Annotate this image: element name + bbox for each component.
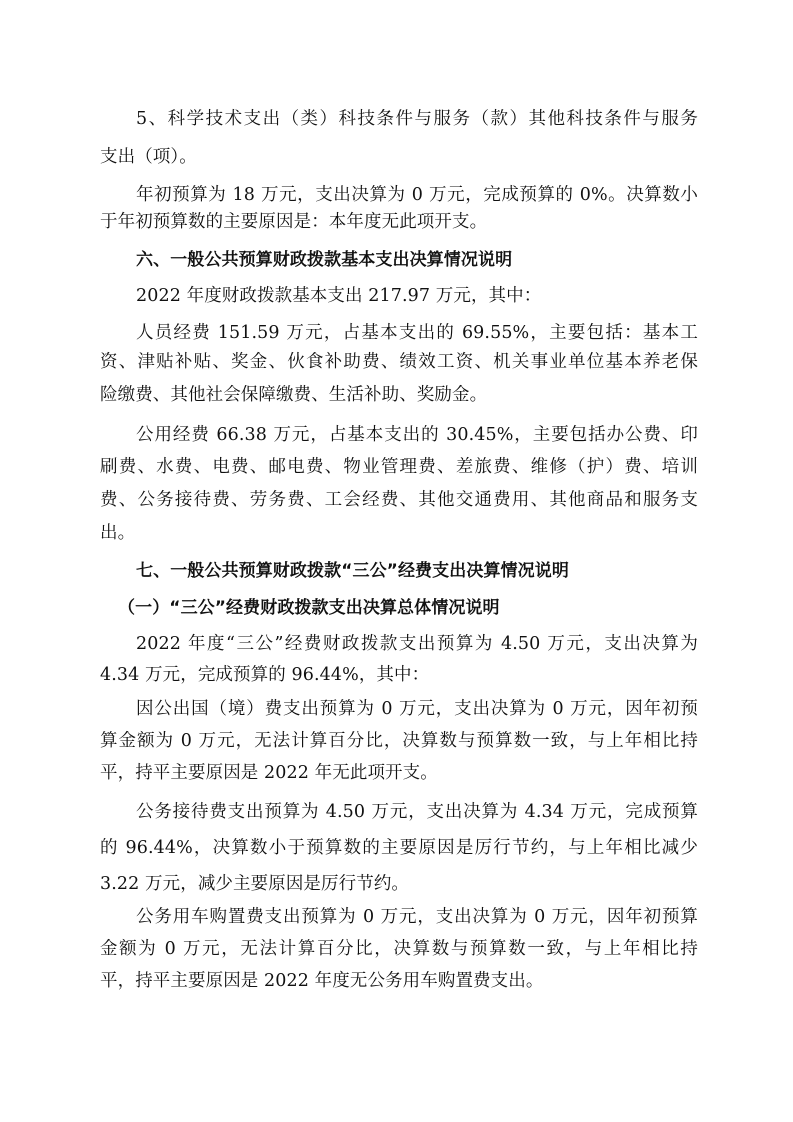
subheading-three-public-overview: （一）“三公”经费财政拨款支出决算总体情况说明	[118, 598, 500, 618]
public-line-3: 费、公务接待费、劳务费、工会经费、其他交通费用、其他商品和服务支	[100, 490, 698, 510]
personnel-line-3: 险缴费、其他社会保障缴费、生活补助、奖励金。	[100, 385, 488, 405]
public-line-4: 出。	[100, 523, 136, 543]
vehicle-line-1: 公务用车购置费支出预算为 0 万元，支出决算为 0 万元，因年初预算	[136, 907, 698, 927]
reception-line-1: 公务接待费支出预算为 4.50 万元，支出决算为 4.34 万元，完成预算	[136, 802, 698, 822]
abroad-line-1: 因公出国（境）费支出预算为 0 万元，支出决算为 0 万元，因年初预	[136, 699, 698, 719]
item5-line-2: 支出（项）。	[100, 147, 197, 167]
item5-detail-line-2: 于年初预算数的主要原因是：本年度无此项开支。	[100, 212, 488, 232]
three-total-line-1: 2022 年度“三公”经费财政拨款支出预算为 4.50 万元，支出决算为	[136, 634, 698, 654]
public-line-2: 刷费、水费、电费、邮电费、物业管理费、差旅费、维修（护）费、培训	[100, 457, 698, 477]
vehicle-line-2: 金额为 0 万元，无法计算百分比，决算数与预算数一致，与上年相比持	[100, 939, 698, 959]
personnel-line-2: 资、津贴补贴、奖金、伙食补助费、绩效工资、机关事业单位基本养老保	[100, 352, 698, 372]
heading-section-6: 六、一般公共预算财政拨款基本支出决算情况说明	[136, 250, 513, 270]
public-line-1: 公用经费 66.38 万元，占基本支出的 30.45%，主要包括办公费、印	[136, 425, 698, 445]
three-total-line-2: 4.34 万元，完成预算的 96.44%，其中：	[100, 665, 430, 685]
item5-detail-line-1: 年初预算为 18 万元，支出决算为 0 万元，完成预算的 0%。决算数小	[136, 185, 698, 205]
abroad-line-2: 算金额为 0 万元，无法计算百分比，决算数与预算数一致，与上年相比持	[100, 731, 698, 751]
personnel-line-1: 人员经费 151.59 万元，占基本支出的 69.55%，主要包括：基本工	[136, 323, 698, 343]
reception-line-3: 3.22 万元，减少主要原因是厉行节约。	[100, 874, 410, 894]
vehicle-line-3: 平，持平主要原因是 2022 年度无公务用车购置费支出。	[100, 971, 544, 991]
abroad-line-3: 平，持平主要原因是 2022 年无此项开支。	[100, 763, 438, 783]
reception-line-2: 的 96.44%，决算数小于预算数的主要原因是厉行节约，与上年相比减少	[100, 838, 698, 858]
basic-total-paragraph: 2022 年度财政拨款基本支出 217.97 万元，其中：	[136, 286, 542, 306]
heading-section-7: 七、一般公共预算财政拨款“三公”经费支出决算情况说明	[136, 561, 569, 581]
item5-line-1: 5、科学技术支出（类）科技条件与服务（款）其他科技条件与服务	[136, 109, 698, 129]
